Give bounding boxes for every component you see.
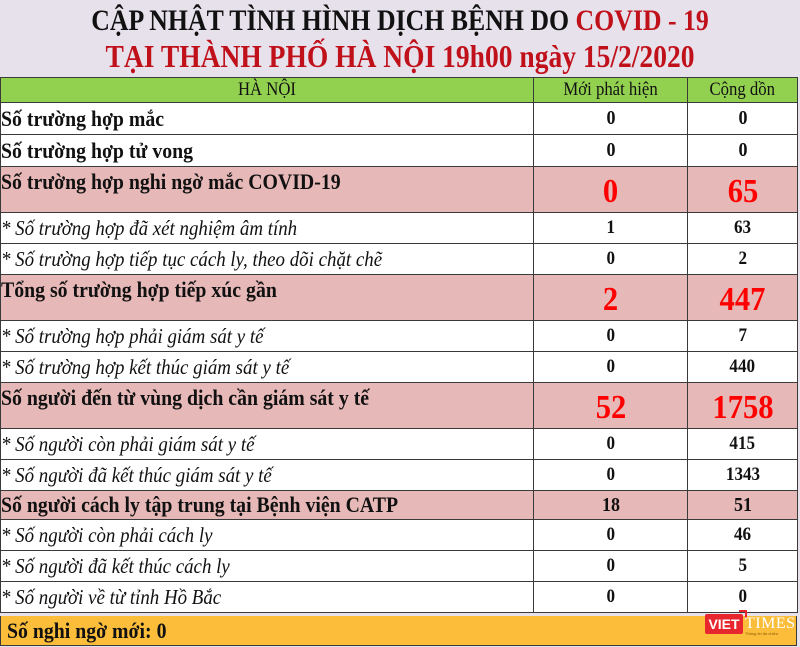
row-new-value: 0 (606, 107, 615, 129)
row-new (534, 429, 688, 460)
row-total (688, 244, 798, 275)
title-line-2: TẠI THÀNH PHỐ HÀ NỘI 19h00 ngày 15/2/2020 (105, 38, 695, 74)
row-total-value: 51 (733, 493, 752, 516)
table-row-highlight (1, 275, 798, 321)
row-new-value: 0 (606, 325, 615, 346)
row-new (534, 460, 688, 491)
row-total-value: 0 (738, 107, 747, 129)
row-label-text: * Số trường hợp phải giám sát y tế (1, 323, 264, 348)
row-new-value: 0 (606, 555, 615, 576)
row-new (534, 244, 688, 275)
row-new (534, 213, 688, 244)
row-label (1, 429, 534, 460)
row-label-text: Tổng số trường hợp tiếp xúc gần (1, 277, 277, 302)
row-new (534, 167, 688, 213)
row-total-value: 1758 (711, 389, 774, 426)
row-new-value: 0 (606, 433, 615, 454)
row-label-text: Số trường hợp tử vong (1, 137, 194, 163)
row-label (1, 383, 534, 429)
row-total-value: 0 (738, 139, 747, 161)
row-new (534, 582, 688, 613)
row-label (1, 551, 534, 582)
table-row-sub (1, 551, 798, 582)
row-label-text: Số người cách ly tập trung tại Bệnh viện CATP (1, 492, 399, 517)
covid-stats-table (0, 77, 798, 613)
row-new-value: 0 (606, 139, 615, 161)
logo-tagline: Thông tin đa chiều (745, 631, 778, 636)
row-label (1, 491, 534, 520)
table-row-sub (1, 429, 798, 460)
table-row-sub (1, 213, 798, 244)
row-total (688, 429, 798, 460)
row-total (688, 491, 798, 520)
table-row-highlight (1, 167, 798, 213)
row-new (534, 321, 688, 352)
row-total-value: 415 (729, 433, 756, 454)
row-new-value: 2 (602, 281, 619, 318)
new-suspected-summary: Số nghi ngờ mới: 0 (7, 618, 167, 643)
table-row-sub (1, 321, 798, 352)
row-label (1, 213, 534, 244)
row-total (688, 352, 798, 383)
row-new (534, 352, 688, 383)
viettimes-logo (705, 611, 795, 637)
row-new-value: 0 (606, 524, 615, 545)
row-total-value: 440 (729, 356, 756, 377)
row-total-value: 0 (738, 586, 747, 607)
row-new-value: 18 (601, 493, 620, 516)
header-location-text: HÀ NỘI (237, 79, 297, 100)
row-label-text: * Số người đã kết thúc giám sát y tế (1, 462, 272, 487)
row-total (688, 167, 798, 213)
row-total-value: 46 (733, 524, 752, 545)
row-label (1, 321, 534, 352)
row-total (688, 460, 798, 491)
row-total-value: 2 (738, 248, 747, 269)
row-label (1, 582, 534, 613)
title-line-1 (56, 4, 744, 38)
table-header-row (1, 78, 798, 103)
header-total-text: Cộng dồn (709, 79, 776, 100)
row-total (688, 213, 798, 244)
row-new-value: 0 (606, 248, 615, 269)
table-row (1, 103, 798, 135)
row-total (688, 275, 798, 321)
row-total-value: 65 (727, 173, 758, 210)
footer-bar (0, 616, 797, 646)
row-label-text: * Số người còn phải cách ly (1, 522, 213, 547)
row-total-value: 1343 (725, 464, 760, 485)
row-total-value: 7 (738, 325, 747, 346)
title-line-1-main: CẬP NHẬT TÌNH HÌNH DỊCH BỆNH DO (91, 4, 576, 37)
row-total-value: 447 (719, 281, 766, 318)
header-new-text: Mới phát hiện (563, 79, 658, 100)
row-label (1, 244, 534, 275)
table-row-sub (1, 244, 798, 275)
row-label (1, 135, 534, 167)
row-new (534, 491, 688, 520)
row-new (534, 135, 688, 167)
row-label-text: * Số người còn phải giám sát y tế (1, 431, 255, 456)
row-label (1, 275, 534, 321)
row-label-text: Số người đến từ vùng dịch cần giám sát y tế (1, 385, 370, 410)
row-total (688, 582, 798, 613)
row-label (1, 520, 534, 551)
row-new (534, 551, 688, 582)
row-total (688, 551, 798, 582)
table-row-sub (1, 460, 798, 491)
row-label (1, 103, 534, 135)
row-label (1, 167, 534, 213)
row-total (688, 135, 798, 167)
row-total-value: 5 (738, 555, 747, 576)
row-label-text: * Số trường hợp kết thúc giám sát y tế (1, 354, 290, 379)
title-line-1-covid: COVID - 19 (575, 4, 709, 37)
row-total (688, 321, 798, 352)
row-label-text: * Số người đã kết thúc cách ly (1, 553, 230, 578)
row-new (534, 275, 688, 321)
row-new-value: 0 (606, 356, 615, 377)
logo-viet-badge: VIET (705, 614, 743, 634)
row-label-text: Số trường hợp nghi ngờ mắc COVID-19 (1, 169, 341, 194)
table-row-highlight (1, 491, 798, 520)
row-label-text: * Số trường hợp đã xét nghiệm âm tính (1, 215, 298, 240)
header-new (534, 78, 688, 103)
row-new-value: 0 (606, 586, 615, 607)
row-total (688, 520, 798, 551)
table-row-highlight (1, 383, 798, 429)
row-new-value: 1 (606, 217, 615, 238)
table-row (1, 135, 798, 167)
row-new (534, 383, 688, 429)
table-row-sub (1, 582, 798, 613)
table-row-sub (1, 520, 798, 551)
row-label (1, 460, 534, 491)
row-label (1, 352, 534, 383)
row-new (534, 103, 688, 135)
logo-times-text: TIMES (745, 615, 796, 632)
header-total (688, 78, 798, 103)
row-label-text: * Số người về từ tỉnh Hồ Bắc (1, 584, 222, 609)
row-total (688, 103, 798, 135)
row-new-value: 0 (602, 173, 619, 210)
row-new-value: 0 (606, 464, 615, 485)
row-new-value: 52 (595, 389, 626, 426)
table-row-sub (1, 352, 798, 383)
row-total-value: 63 (733, 217, 752, 238)
row-label-text: * Số trường hợp tiếp tục cách ly, theo dõi chặt chẽ (1, 246, 383, 271)
row-new (534, 520, 688, 551)
row-total (688, 383, 798, 429)
row-label-text: Số trường hợp mắc (1, 105, 165, 131)
header-location (1, 78, 534, 103)
